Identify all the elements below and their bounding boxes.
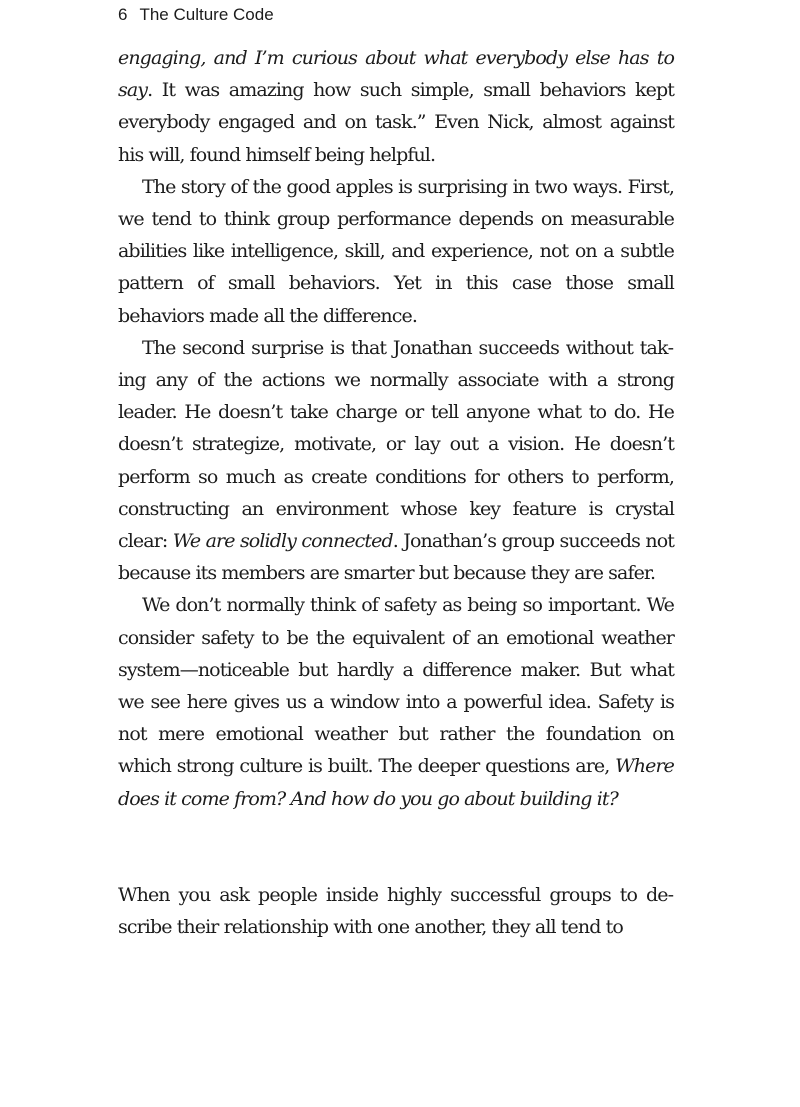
paragraph-4 (118, 589, 674, 814)
paragraph-1-italic-quote: engaging, and I’m curious about what everybody else has to say (118, 47, 674, 102)
running-head (118, 4, 274, 26)
book-title: The Culture Code (139, 5, 274, 24)
paragraph-3-text-a: The second surprise is that Jonathan succeeds without taking any of the actions we normally associate with a strong leader. He doesn’t take charge or tell anyone what to do. He doesn’t strategize, motivate, or lay out a vision. He doesn’t perform so much as create conditions for others to perform, constructing an environment whose key feature is crystal clear: (118, 336, 674, 553)
paragraph-1-text: . It was amazing how such simple, small behaviors kept everybody engaged and on task.” Even Nick, almost against his will, found himself being helpful. (118, 79, 674, 166)
page-number: 6 (118, 5, 128, 24)
paragraph-3 (118, 332, 674, 590)
paragraph-3-italic: We are solidly connected (172, 530, 393, 553)
paragraph-4-italic-questions: Where does it come from? And how do you go about building it? (118, 755, 674, 810)
paragraph-5 (118, 879, 674, 943)
paragraph-5-text: When you ask people inside highly successful groups to describe their relationship with one another, they all tend to (118, 883, 674, 939)
section-break (118, 815, 674, 879)
paragraph-2-text: The story of the good apples is surprising in two ways. First, we tend to think group performance depends on measurable abilities like intelligence, skill, and experience, not on a subtle pattern of small behaviors. Yet in this case those small behaviors made all the difference. (118, 175, 674, 327)
paragraph-4-text: We don’t normally think of safety as being so important. We consider safety to be the equivalent of an emotional weather system—noticeable but hardly a difference maker. But what we see here gives us a window into a powerful idea. Safety is not mere emotional weather but rather the foundation on which strong culture is built. The deeper questions are, (118, 594, 674, 778)
paragraph-2 (118, 171, 674, 332)
body-text (118, 42, 674, 943)
paragraph-3-text-b: . Jonathan’s group succeeds not because its members are smarter but because they are safer. (118, 530, 674, 585)
paragraph-1 (118, 42, 674, 171)
